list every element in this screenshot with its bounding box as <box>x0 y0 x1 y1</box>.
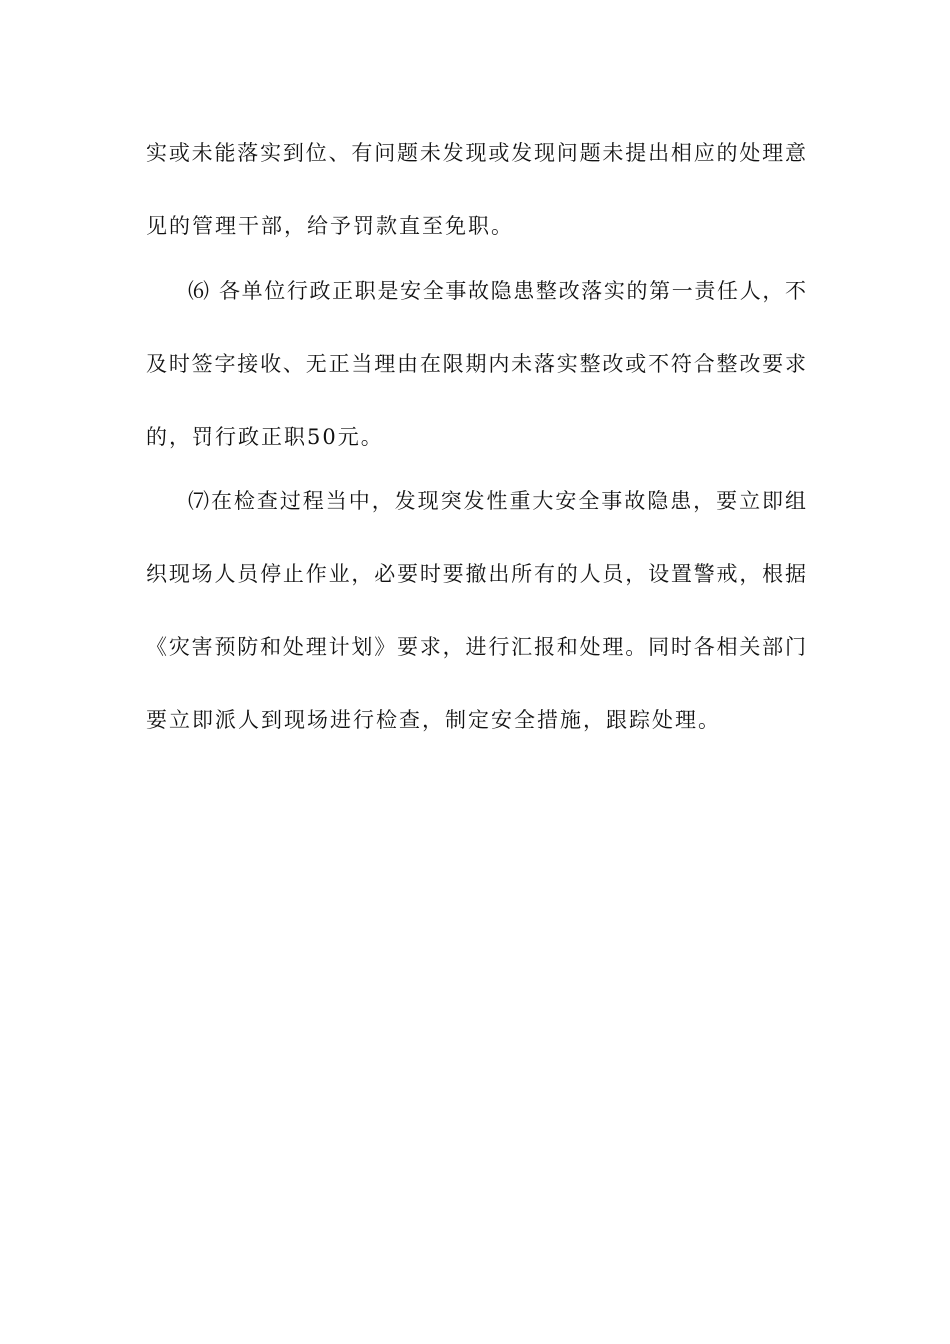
text-line-2: 见的管理干部，给予罚款直至免职。 <box>146 214 514 238</box>
text-line-5: 的，罚行政正职50元。 <box>146 425 384 449</box>
text-line-7: 织现场人员停止作业，必要时要撤出所有的人员，设置警戒，根据 <box>146 562 806 586</box>
text-line-4: 及时签字接收、无正当理由在限期内未落实整改或不符合整改要求 <box>146 352 806 376</box>
text-line-8: 《灾害预防和处理计划》要求，进行汇报和处理。同时各相关部门 <box>146 635 806 659</box>
text-line-9: 要立即派人到现场进行检查，制定安全措施，跟踪处理。 <box>146 708 721 732</box>
text-line-1: 实或未能落实到位、有问题未发现或发现问题未提出相应的处理意 <box>146 141 806 165</box>
text-line-3: ⑹ 各单位行政正职是安全事故隐患整改落实的第一责任人，不 <box>188 279 806 303</box>
text-line-6: ⑺在检查过程当中，发现突发性重大安全事故隐患，要立即组 <box>188 489 806 513</box>
